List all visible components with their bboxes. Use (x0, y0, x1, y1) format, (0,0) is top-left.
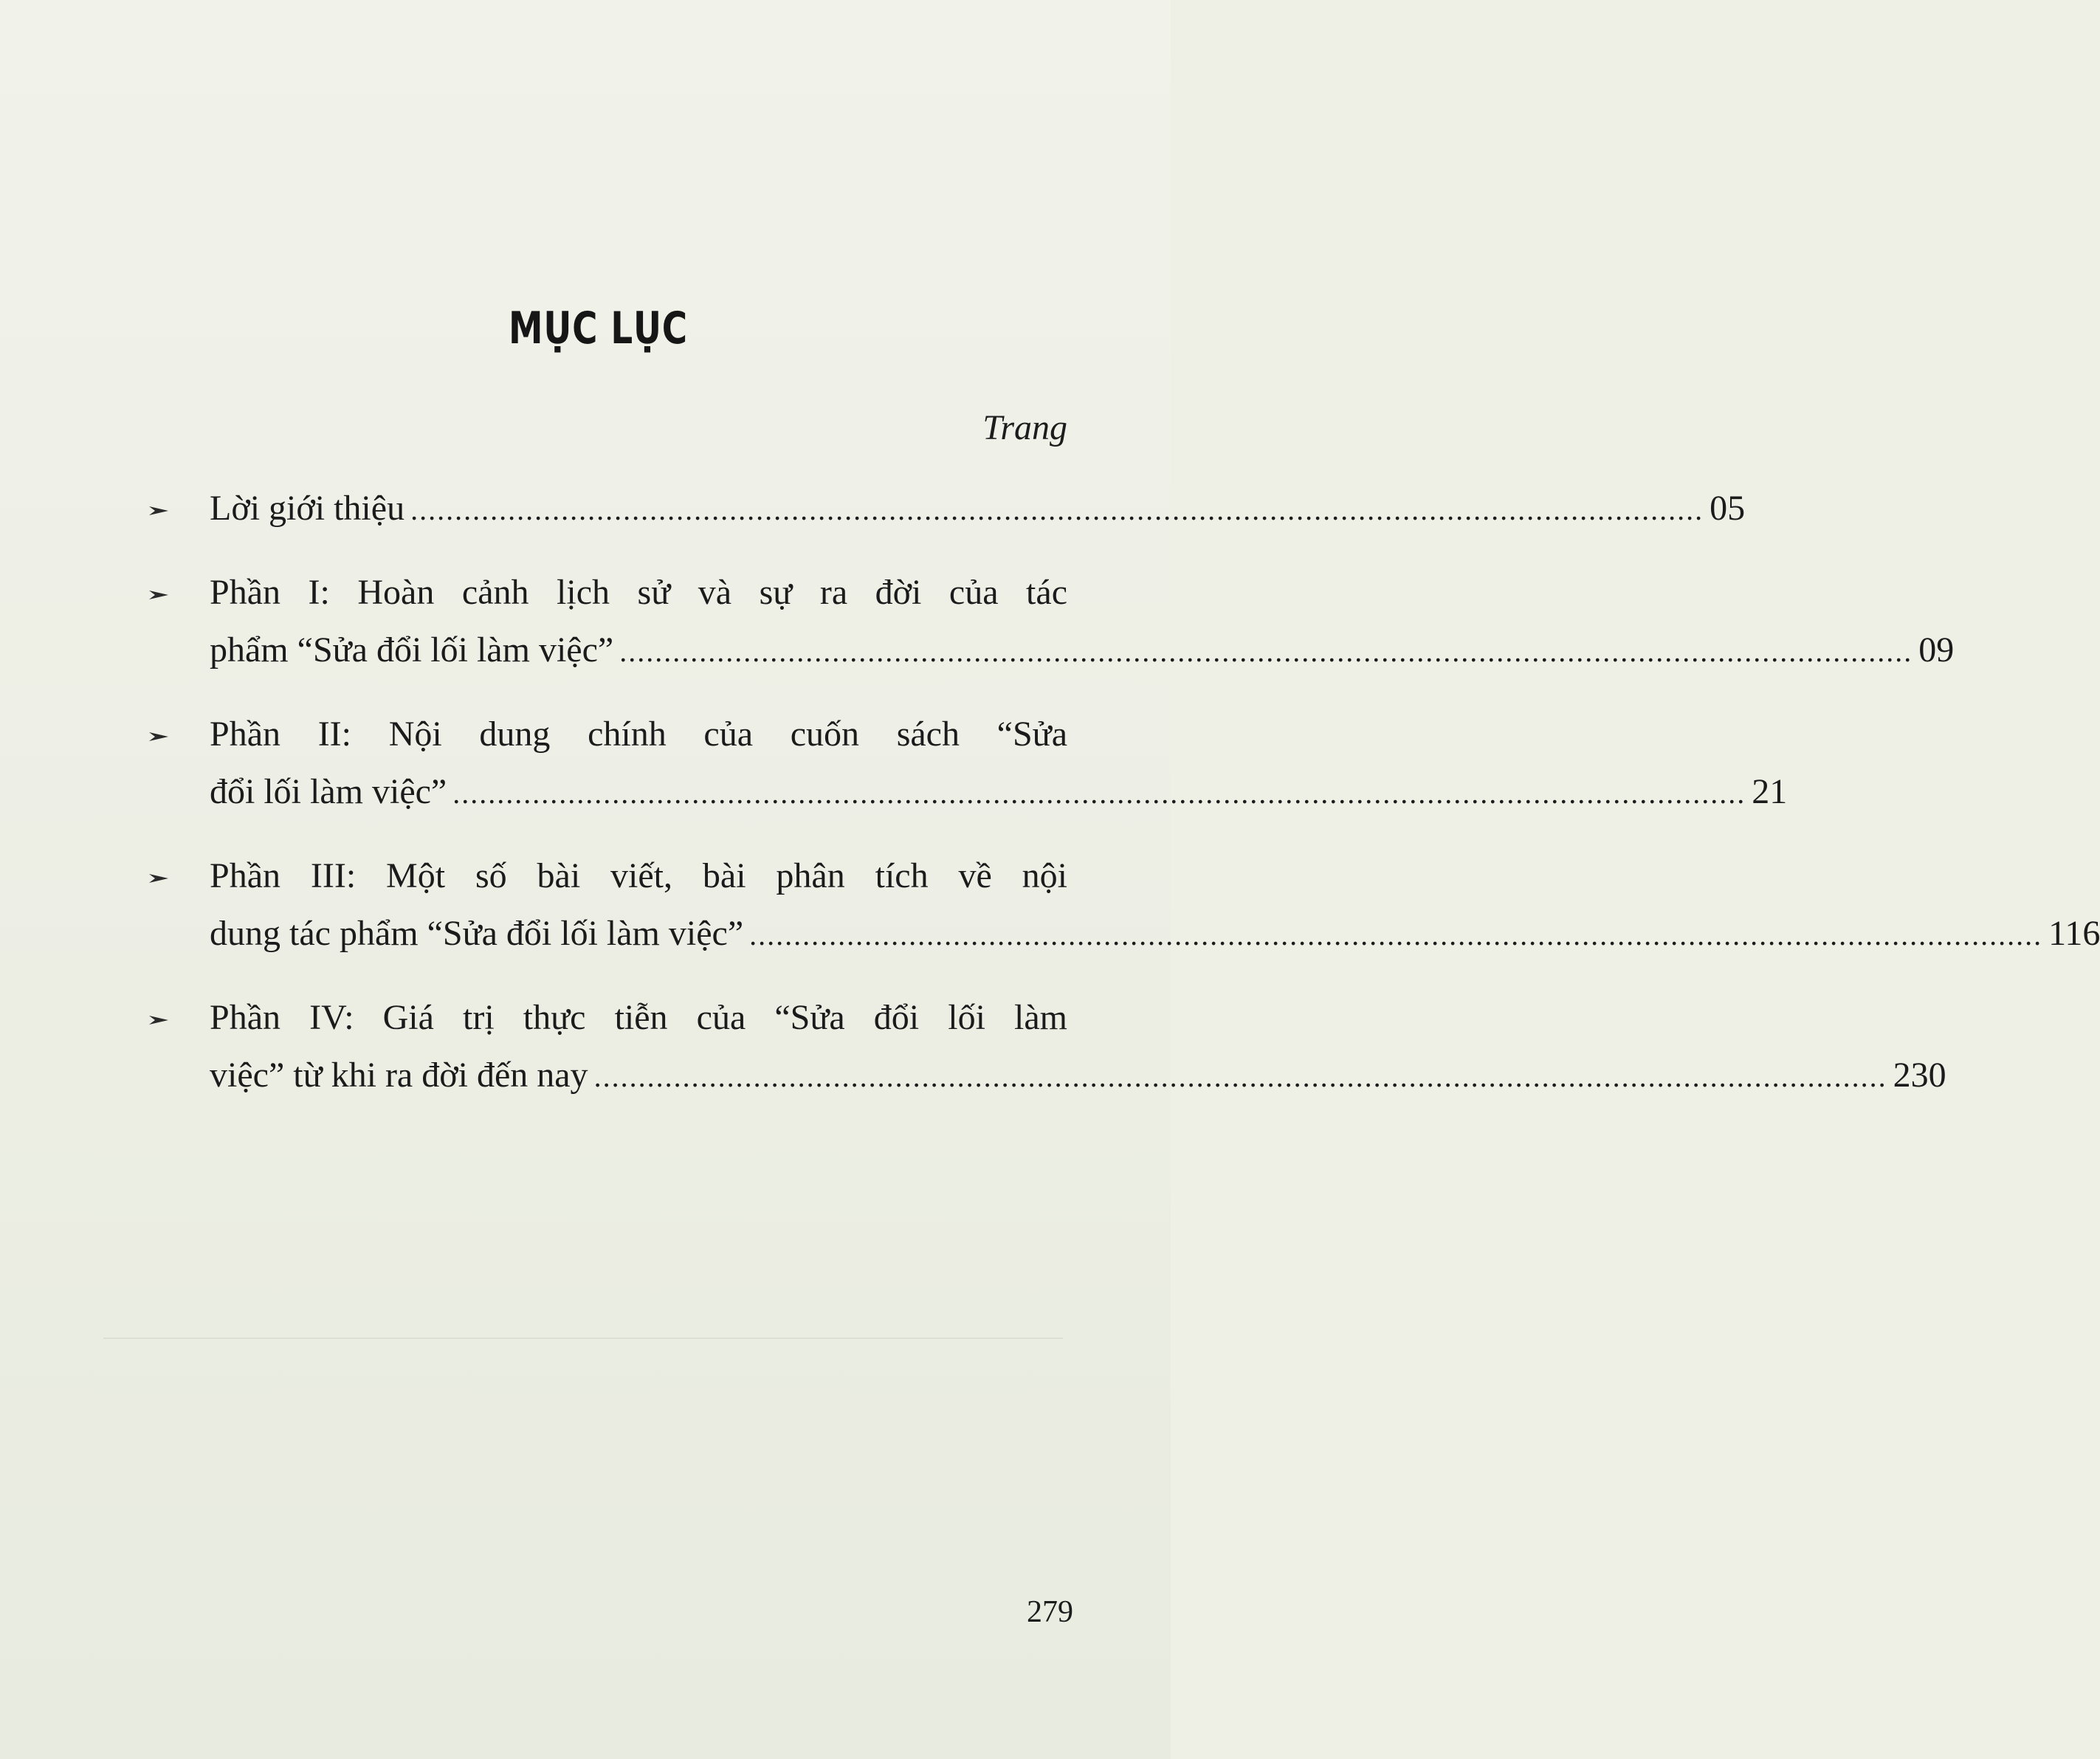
table-of-contents (148, 480, 2100, 1131)
arrowhead-bullet-icon (148, 872, 170, 884)
toc-entry[interactable] (148, 706, 1788, 822)
show-through-rule (103, 1338, 1063, 1339)
arrowhead-bullet-icon (148, 731, 170, 743)
toc-entry-line (210, 763, 1788, 822)
toc-entry-title-cont: việc” từ khi ra đời đến nay (210, 1056, 588, 1095)
toc-entry-line (210, 622, 1955, 681)
leader-dots: .................................................................................................................................................. (593, 1060, 1887, 1093)
leader-dots: .................................................................................................................................................. (452, 777, 1746, 810)
toc-entry[interactable] (148, 480, 1746, 539)
arrowhead-bullet-icon (148, 589, 170, 601)
toc-entry-title: Phần II: Nội dung chính của cuốn sách “Sửa (210, 715, 1067, 754)
arrowhead-bullet-icon (148, 505, 170, 517)
toc-entry-page: 05 (1710, 489, 1746, 528)
leader-dots: .................................................................................................................................................. (749, 918, 2043, 951)
arrowhead-bullet-icon (148, 1014, 170, 1026)
toc-entry-line (210, 905, 2100, 964)
toc-entry-page: 230 (1893, 1056, 1946, 1095)
toc-entry-title: Lời giới thiệu (210, 489, 405, 528)
toc-entry[interactable] (148, 564, 1955, 681)
toc-entry-title-cont: đổi lối làm việc” (210, 772, 447, 811)
toc-entry-page: 09 (1918, 630, 1955, 669)
page-column-label: Trang (982, 408, 1067, 447)
page-number: 279 (1027, 1595, 1073, 1629)
toc-entry-line (210, 480, 1746, 539)
toc-entry-title: Phần I: Hoàn cảnh lịch sử và sự ra đời của tác (210, 573, 1067, 612)
toc-entry-title: Phần IV: Giá trị thực tiễn của “Sửa đổi lối làm (210, 998, 1067, 1037)
page-title: MỤC LỤC (509, 303, 688, 354)
toc-entry-title-cont: phẩm “Sửa đổi lối làm việc” (210, 630, 614, 669)
toc-entry-page: 116 (2048, 914, 2100, 953)
leader-dots: .................................................................................................................................................. (410, 493, 1704, 526)
toc-entry-title-cont: dung tác phẩm “Sửa đổi lối làm việc” (210, 914, 744, 953)
toc-entry-title: Phần III: Một số bài viết, bài phân tích về nội (210, 856, 1067, 895)
toc-entry[interactable] (148, 989, 1946, 1106)
toc-entry[interactable] (148, 847, 2100, 964)
leader-dots: .................................................................................................................................................. (619, 635, 1913, 668)
toc-entry-page: 21 (1752, 772, 1788, 811)
toc-entry-line (210, 1047, 1946, 1106)
